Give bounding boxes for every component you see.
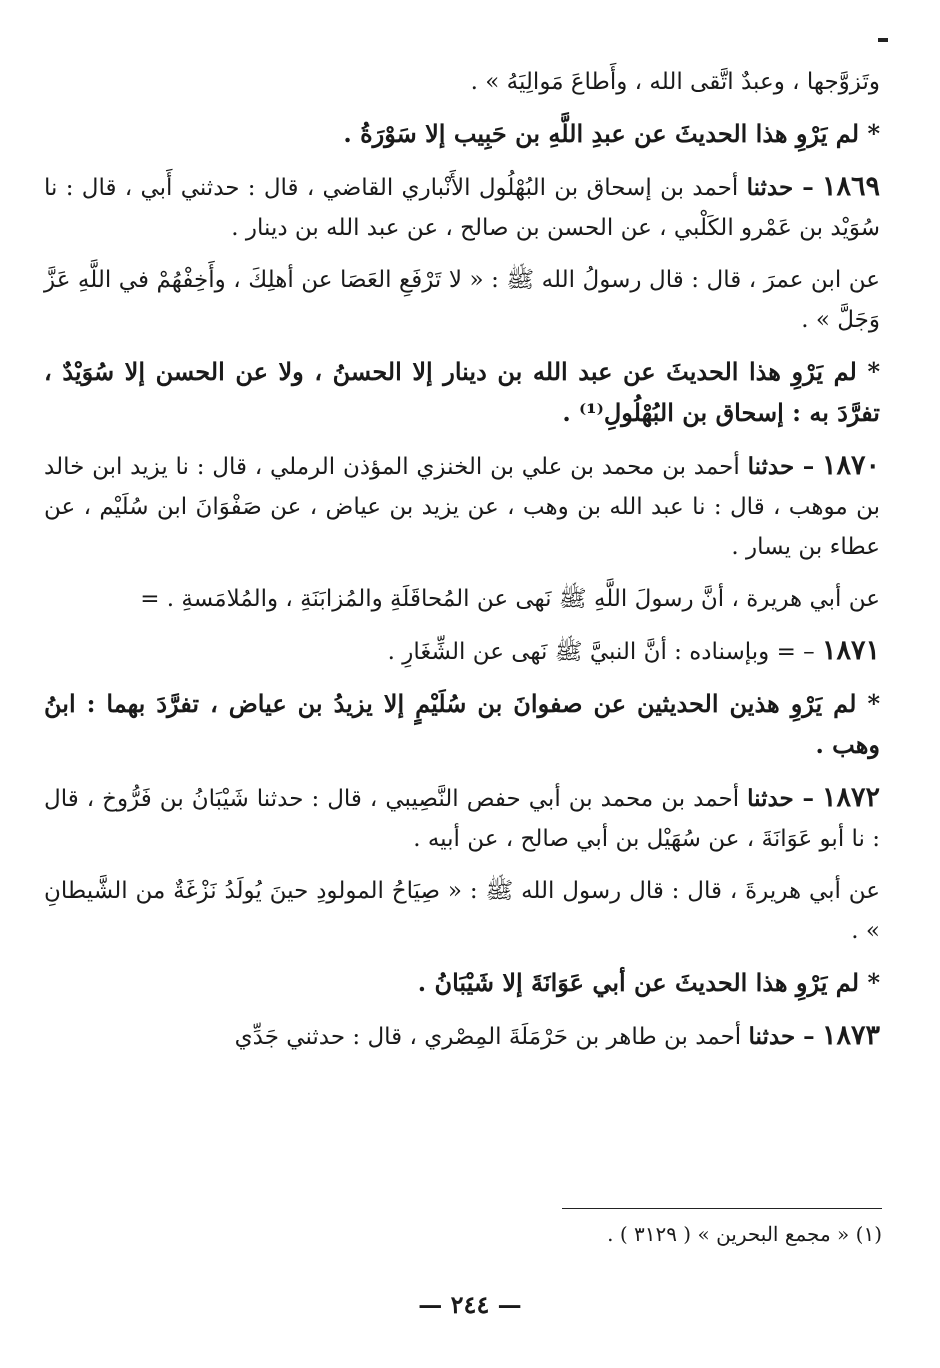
text-paragraph (44, 871, 880, 951)
hadith-lead: – حدثنا (746, 174, 814, 201)
note-text: * لم يَرْوِ هذا الحديثَ عن أبي عَوَانَةَ إلا شَيْبَانُ . (417, 968, 880, 997)
hadith-entry (44, 167, 880, 248)
hadith-lead: – حدثنا (748, 1023, 815, 1050)
note-text: * لم يَرْوِ هذا الحديثَ عن عبد الله بن دينار إلا الحسنُ ، ولا عن الحسن إلا سُوَيْدٌ ، تفرَّدَ به : إسحاق بن البُهْلُولِ⁽¹⁾ . (44, 357, 880, 427)
note-text: * لم يَرْوِ هذين الحديثين عن صفوانَ بن سُلَيْمٍ إلا يزيدُ بن عياض ، تفرَّدَ بهما : ابنُ وهب . (44, 689, 880, 759)
hadith-chain: أحمد بن طاهر بن حَرْمَلَةَ المِصْري ، قال : حدثني جَدِّي (234, 1024, 742, 1050)
hadith-chain: أحمد بن محمد بن أبي حفص النَّصِيبي ، قال : حدثنا شَيْبَانُ بن فَرُّوخ ، قال : نا أبو عَوَانَةَ ، عن سُهَيْل بن أبي صالح ، عن أبيه . (44, 786, 880, 852)
editor-note (44, 963, 880, 1004)
text-paragraph (44, 579, 880, 619)
editor-note (44, 684, 880, 766)
hadith-chain: – = وبإسناده : أنَّ النبيَّ ﷺ نَهى عن الشِّغَارِ . (387, 639, 815, 665)
hadith-chain: أحمد بن محمد بن علي بن الخنزي المؤذن الرملي ، قال : نا يزيد ابن خالد بن موهب ، قال : نا عبد الله بن وهب ، عن يزيد بن عياض ، عن صَفْوَانَ ابن سُلَيْم ، عن عطاء بن يسار . (44, 454, 880, 560)
paragraph-text: عن ابن عمرَ ، قال : قال رسولُ الله ﷺ : « لا تَرْفَعِ العَصَا عن أهلِكَ ، وأَخِفْهُمْ في اللَّهِ عَزَّ وَجَلَّ » . (44, 267, 880, 333)
page-number: — ٢٤٤ — (418, 1290, 522, 1319)
hadith-number: ١٨٧٠ (822, 450, 881, 481)
text-body (44, 62, 880, 1069)
hadith-number: ١٨٧٣ (821, 1020, 880, 1051)
editor-note (44, 352, 880, 434)
paragraph-text: عن أبي هريرة ، أنَّ رسولَ اللَّهِ ﷺ نَهى عن المُحاقَلَةِ والمُزابَنَةِ ، والمُلامَسةِ . = (140, 586, 880, 612)
text-paragraph (44, 260, 880, 340)
editor-note (44, 114, 880, 155)
text-paragraph (44, 62, 880, 102)
corner-mark (878, 38, 888, 42)
hadith-chain: أحمد بن إسحاق بن البُهْلُول الأَنْباري القاضي ، قال : حدثني أَبي ، قال : نا سُوَيْد بن عَمْرو الكَلْبي ، عن الحسن بن صالح ، عن عبد الله بن دينار . (44, 175, 880, 241)
hadith-entry (44, 631, 880, 672)
hadith-number: ١٨٧٢ (822, 782, 881, 813)
paragraph-text: عن أبي هريرةَ ، قال : قال رسول الله ﷺ : « صِيَاحُ المولودِ حينَ يُولَدُ نَزْغَةٌ من الشَّيطانِ » . (44, 878, 880, 944)
paragraph-text: وتَزوَّجها ، وعبدٌ اتَّقى الله ، وأَطاعَ مَوالِيَهُ » . (470, 69, 880, 95)
footnote: (١) « مجمع البحرين » ( ٣١٢٩ ) . (607, 1222, 882, 1246)
hadith-lead: – حدثنا (747, 785, 814, 812)
hadith-entry (44, 1016, 880, 1057)
hadith-number: ١٨٧١ (821, 635, 880, 666)
hadith-entry (44, 446, 880, 567)
hadith-number: ١٨٦٩ (822, 171, 881, 202)
hadith-lead: – حدثنا (747, 453, 815, 480)
note-text: * لم يَرْوِ هذا الحديثَ عن عبدِ اللَّهِ بن حَبِيب إلا سَوْرَةُ . (343, 119, 880, 148)
hadith-entry (44, 778, 880, 859)
footnote-rule (562, 1208, 882, 1209)
